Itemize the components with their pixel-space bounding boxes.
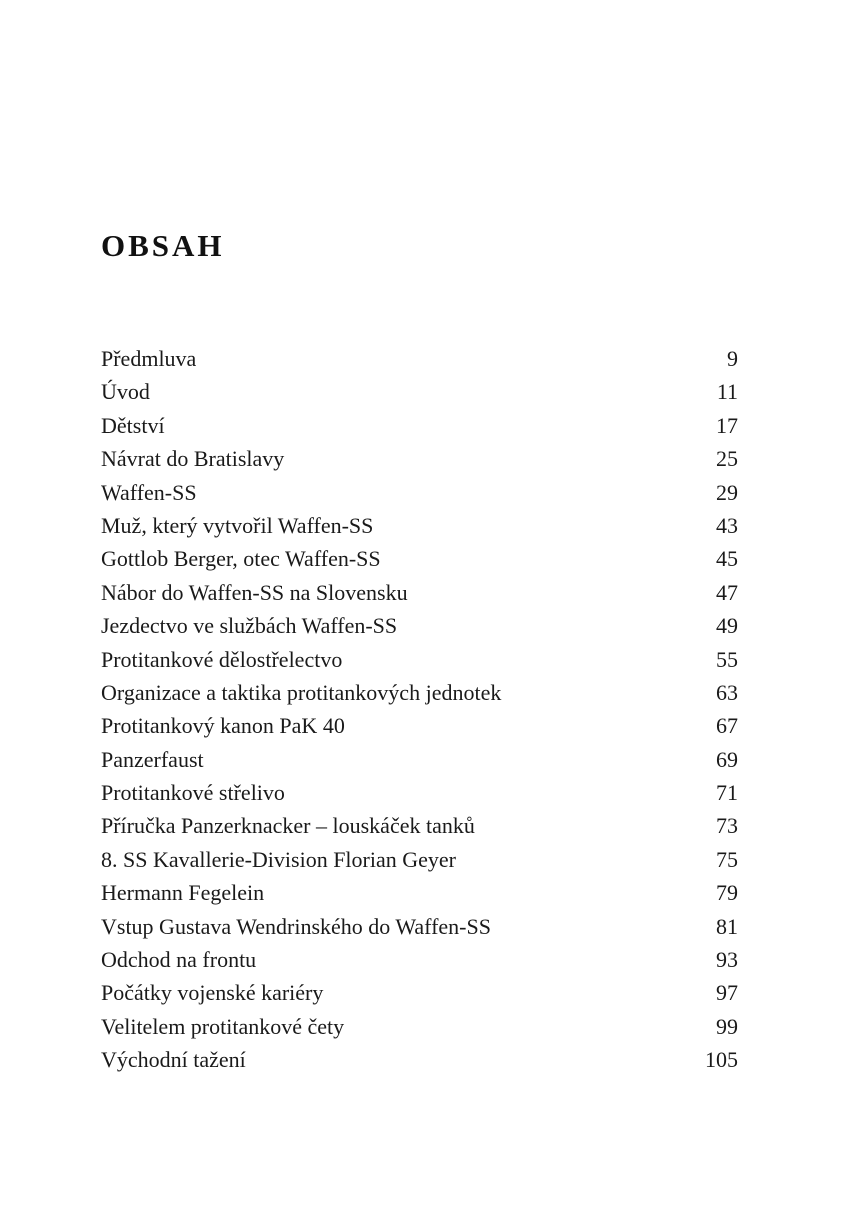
toc-entry-title: Úvod [101, 379, 150, 405]
toc-entry-page-number: 25 [716, 446, 738, 472]
toc-entry-title: Hermann Fegelein [101, 880, 265, 906]
toc-entry [101, 375, 738, 408]
toc-entry [101, 1043, 738, 1076]
toc-entry-title: Muž, který vytvořil Waffen-SS [101, 512, 374, 538]
toc-entry-page-number: 43 [716, 512, 738, 538]
toc-entry-page-number: 93 [716, 947, 738, 973]
toc-entry-page-number: 75 [716, 846, 738, 872]
toc-entry [101, 409, 738, 442]
toc-entry-page-number: 73 [716, 813, 738, 839]
toc-entry-title: Jezdectvo ve službách Waffen-SS [101, 613, 398, 639]
toc-entry [101, 809, 738, 842]
toc-entry-page-number: 29 [716, 479, 738, 505]
toc-entry-title: Východní tažení [101, 1047, 246, 1073]
toc-entry [101, 843, 738, 876]
toc-entry [101, 342, 738, 375]
toc-entry-title: Dětství [101, 412, 165, 438]
toc-entry-title: Velitelem protitankové čety [101, 1013, 345, 1039]
toc-entry [101, 709, 738, 742]
page-title: OBSAH [101, 228, 225, 263]
toc-entry-title: Příručka Panzerknacker – louskáček tanků [101, 813, 475, 839]
toc-entry-title: Gottlob Berger, otec Waffen-SS [101, 546, 381, 572]
toc-entry-page-number: 79 [716, 880, 738, 906]
toc-entry-title: Vstup Gustava Wendrinského do Waffen-SS [101, 913, 491, 939]
toc-entry-page-number: 49 [716, 613, 738, 639]
toc-entry-title: Waffen-SS [101, 479, 197, 505]
toc-entry [101, 609, 738, 642]
toc-entry-page-number: 71 [716, 780, 738, 806]
toc-entry-page-number: 17 [716, 412, 738, 438]
toc-entry-title: Počátky vojenské kariéry [101, 980, 324, 1006]
toc-entry [101, 910, 738, 943]
toc-entry-title: Předmluva [101, 346, 197, 371]
toc-entry-title: Návrat do Bratislavy [101, 446, 285, 472]
toc-entry [101, 676, 738, 709]
toc-entry-page-number: 47 [716, 579, 738, 605]
toc-entry-title: Protitankové dělostřelectvo [101, 646, 343, 672]
toc-entry [101, 542, 738, 575]
toc-entry-page-number: 105 [705, 1047, 738, 1073]
toc-entry-page-number: 81 [716, 913, 738, 939]
toc-entry-title: Protitankový kanon PaK 40 [101, 713, 345, 739]
toc-entry-title: Odchod na frontu [101, 947, 257, 973]
toc-entry [101, 509, 738, 542]
toc-entry-page-number: 9 [727, 346, 738, 371]
toc-entry-title: Nábor do Waffen-SS na Slovensku [101, 579, 408, 605]
toc-entry-page-number: 99 [716, 1013, 738, 1039]
toc-entry [101, 643, 738, 676]
toc-entry-title: Organizace a taktika protitankových jednotek [101, 679, 502, 705]
toc-entry [101, 476, 738, 509]
toc-entry-page-number: 69 [716, 746, 738, 772]
toc-entry-page-number: 97 [716, 980, 738, 1006]
toc-entry-page-number: 11 [716, 379, 738, 405]
toc-entry [101, 876, 738, 909]
toc-entry [101, 943, 738, 976]
toc-entry [101, 776, 738, 809]
toc-entry-page-number: 67 [716, 713, 738, 739]
toc-entry-title: 8. SS Kavallerie-Division Florian Geyer [101, 846, 456, 872]
toc-entry-page-number: 45 [716, 546, 738, 572]
table-of-contents [101, 342, 738, 1077]
toc-entry [101, 976, 738, 1009]
toc-entry [101, 576, 738, 609]
toc-entry-title: Panzerfaust [101, 746, 204, 772]
toc-entry-title: Protitankové střelivo [101, 780, 285, 806]
toc-entry-page-number: 63 [716, 679, 738, 705]
toc-entry-page-number: 55 [716, 646, 738, 672]
toc-entry [101, 442, 738, 475]
toc-entry [101, 1010, 738, 1043]
toc-entry [101, 743, 738, 776]
